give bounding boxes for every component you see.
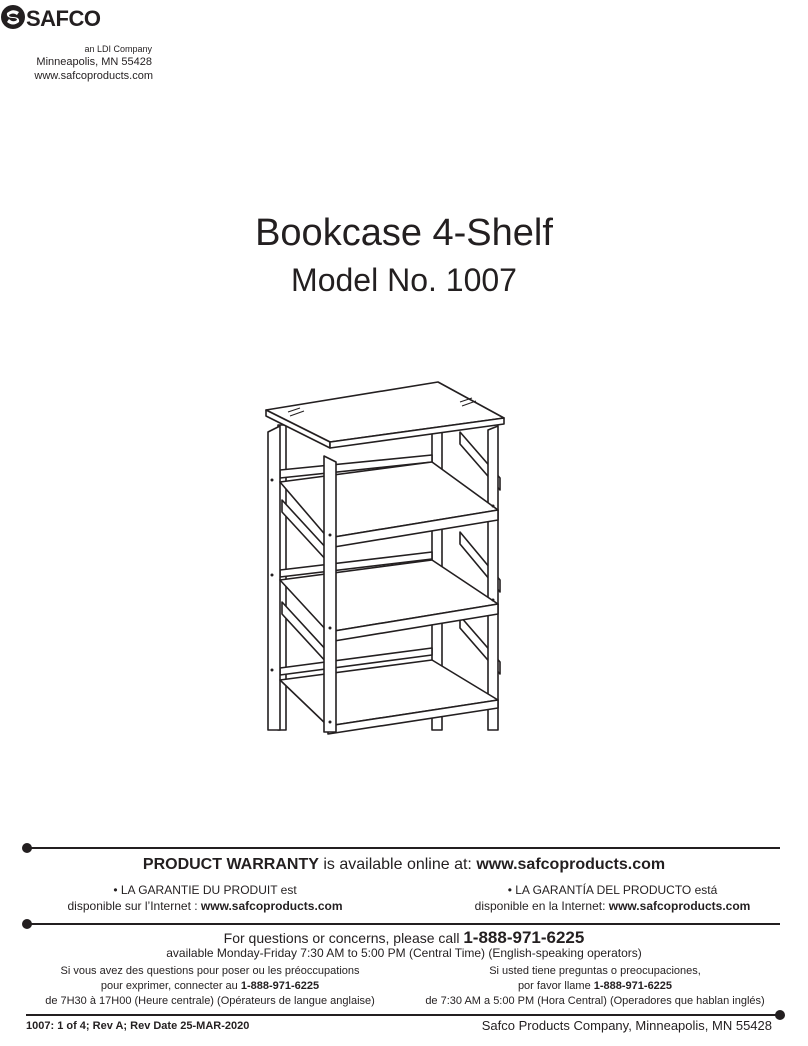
contact-spanish: [405, 964, 785, 1009]
warranty-french-line1: • LA GARANTIE DU PRODUIT est: [113, 883, 297, 897]
warranty-heading: PRODUCT WARRANTY: [142, 856, 319, 873]
contact-text: For questions or concerns, please call: [223, 930, 464, 946]
contact-spanish-line1: Si usted tiene preguntas o preocupaciones,: [489, 965, 701, 977]
warranty-spanish-line2: disponible en la Internet: www.safcoproducts.com: [474, 899, 751, 913]
warranty-french-line2: disponible sur l’Internet : www.safcoproducts.com: [67, 899, 343, 913]
section-divider: [26, 1014, 780, 1016]
safco-logo-icon: [0, 4, 26, 30]
contact-french-line2: pour exprimer, connecter au 1-888-971-6225: [100, 980, 320, 992]
bookcase-illustration: [250, 370, 520, 740]
contact-french-line3: de 7H30 à 17H00 (Heure centrale) (Opérateurs de langue anglaise): [45, 995, 375, 1007]
product-title: Bookcase 4-Shelf: [255, 212, 553, 254]
contact-phone: 1-888-971-6225: [463, 928, 585, 947]
brand-name: SAFCO: [26, 6, 101, 31]
warranty-spanish-url: www.safcoproducts.com: [608, 899, 751, 913]
contact-french-line1: Si vous avez des questions pour poser ou les préoccupations: [60, 965, 360, 977]
warranty-french: [40, 882, 370, 914]
section-divider: [26, 847, 780, 849]
company-website: www.safcoproducts.com: [34, 70, 153, 82]
document-info: 1007: 1 of 4; Rev A; Rev Date 25-MAR-2020: [26, 1020, 250, 1032]
brand-logo: [0, 0, 120, 80]
warranty-spanish-line1: • LA GARANTÍA DEL PRODUCTO está: [507, 883, 718, 897]
contact-french: [30, 964, 390, 1009]
front-left-upright: [268, 426, 280, 730]
company-city: Minneapolis, MN 55428: [36, 56, 152, 68]
contact-line: [0, 930, 808, 946]
contact-french-phone: 1-888-971-6225: [240, 980, 320, 992]
contact-hours: available Monday-Friday 7:30 AM to 5:00 PM (Central Time) (English-speaking operators): [166, 946, 642, 960]
model-number: Model No. 1007: [291, 262, 517, 298]
contact-spanish-line3: de 7:30 AM a 5:00 PM (Hora Central) (Operadores que hablan inglés): [425, 995, 765, 1007]
section-divider: [26, 923, 780, 925]
rule-endpoint: [775, 1010, 785, 1020]
warranty-text: is available online at:: [318, 856, 477, 873]
warranty-french-url: www.safcoproducts.com: [200, 899, 343, 913]
contact-spanish-line2: por favor llame 1-888-971-6225: [517, 980, 673, 992]
front-middle-upright: [324, 456, 336, 732]
footer-company: Safco Products Company, Minneapolis, MN 55428: [481, 1018, 772, 1033]
contact-spanish-phone: 1-888-971-6225: [593, 980, 673, 992]
brand-subtitle: an LDI Company: [84, 44, 152, 54]
warranty-line: [0, 856, 808, 874]
warranty-url: www.safcoproducts.com: [476, 856, 666, 873]
front-right-upright: [488, 426, 498, 730]
warranty-spanish: [440, 882, 785, 914]
